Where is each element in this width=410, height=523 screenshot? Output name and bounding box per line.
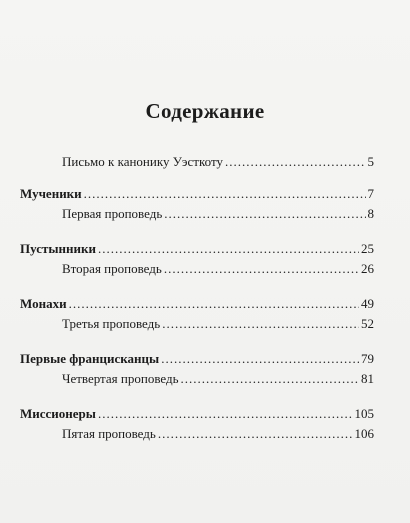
toc-entry-page: 26 xyxy=(361,261,374,276)
toc-section-missionaries xyxy=(20,404,374,424)
toc-section-label: Мученики xyxy=(20,186,82,201)
toc-entry-sermon-3 xyxy=(20,314,374,334)
toc-entry-label: Первая проповедь xyxy=(62,206,163,221)
toc-entry-label: Письмо к канонику Уэсткоту xyxy=(62,154,223,169)
dot-leader xyxy=(164,204,365,224)
toc-entry-sermon-5 xyxy=(20,424,374,444)
toc-section-label: Миссионеры xyxy=(20,406,96,421)
toc-entry-page: 81 xyxy=(361,371,374,386)
toc-section-martyrs xyxy=(20,184,374,204)
dot-leader xyxy=(98,239,359,259)
toc-section-label: Первые францисканцы xyxy=(20,351,160,366)
toc-entry-page: 49 xyxy=(361,296,374,311)
toc-entry-page: 5 xyxy=(367,154,374,169)
dot-leader xyxy=(158,424,353,444)
toc-entry-page: 25 xyxy=(361,241,374,256)
toc-entry-label: Пятая проповедь xyxy=(62,426,156,441)
dot-leader xyxy=(161,349,359,369)
dot-leader xyxy=(162,314,359,334)
dot-leader xyxy=(69,294,359,314)
toc-entry-label: Третья проповедь xyxy=(62,316,161,331)
toc-entry-page: 105 xyxy=(354,406,374,421)
toc-entry-letter xyxy=(20,152,374,172)
toc-entry-page: 106 xyxy=(354,426,374,441)
toc-entry-label: Вторая проповедь xyxy=(62,261,162,276)
dot-leader xyxy=(225,152,366,172)
toc-entry-page: 8 xyxy=(367,206,374,221)
toc-section-label: Монахи xyxy=(20,296,67,311)
toc-section-monks xyxy=(20,294,374,314)
dot-leader xyxy=(84,184,366,204)
dot-leader xyxy=(181,369,359,389)
table-of-contents xyxy=(20,152,374,444)
dot-leader xyxy=(98,404,353,424)
page-title: Содержание xyxy=(145,99,265,123)
toc-entry-page: 7 xyxy=(367,186,374,201)
toc-entry-label: Четвертая проповедь xyxy=(62,371,179,386)
toc-entry-sermon-4 xyxy=(20,369,374,389)
toc-entry-page: 79 xyxy=(361,351,374,366)
toc-section-label: Пустынники xyxy=(20,241,96,256)
dot-leader xyxy=(164,259,359,279)
toc-entry-sermon-2 xyxy=(20,259,374,279)
toc-entry-sermon-1 xyxy=(20,204,374,224)
toc-section-franciscans xyxy=(20,349,374,369)
toc-entry-page: 52 xyxy=(361,316,374,331)
toc-section-hermits xyxy=(20,239,374,259)
